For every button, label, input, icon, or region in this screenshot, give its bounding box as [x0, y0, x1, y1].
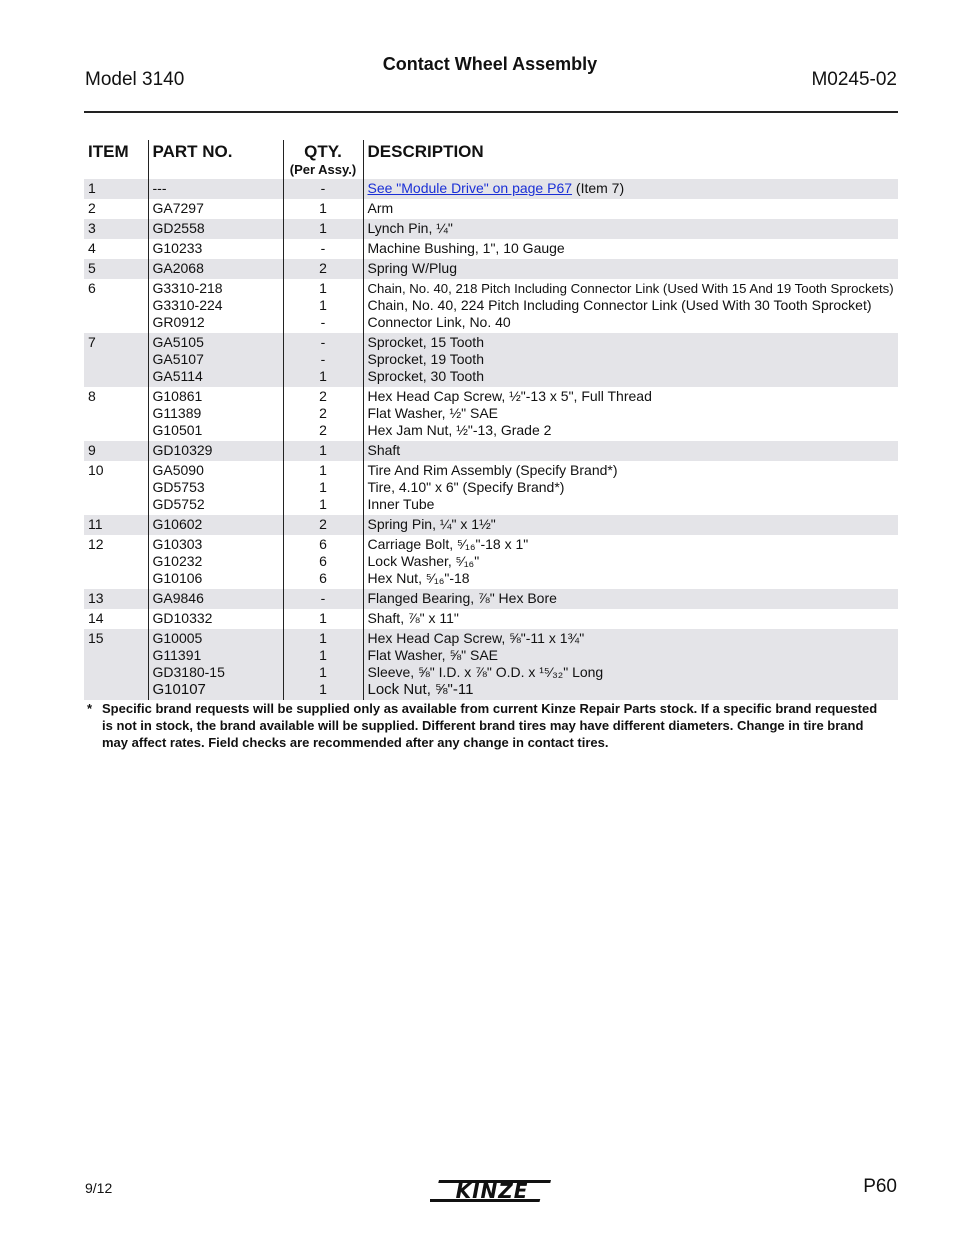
quantity: -	[320, 351, 326, 367]
quantity: 6	[319, 570, 327, 586]
description-line: Flanged Bearing, ⅞" Hex Bore	[367, 590, 557, 606]
footer-page-number: P60	[863, 1176, 897, 1197]
parts-table	[84, 140, 898, 700]
quantity: 1	[319, 610, 327, 626]
quantity: 6	[319, 553, 327, 569]
cell-part-no	[148, 515, 283, 535]
cell-qty	[283, 179, 363, 199]
cell-item: 7	[84, 333, 148, 387]
part-number: GR0912	[152, 314, 205, 330]
part-number: G10233	[152, 240, 203, 256]
cell-description	[363, 259, 898, 279]
description-line: Hex Head Cap Screw, ⅝"-11 x 1¾"	[367, 630, 585, 646]
quantity: 1	[319, 681, 327, 697]
description-line: Flat Washer, ⅝" SAE	[367, 647, 498, 663]
description-line: Lynch Pin, ¼"	[367, 220, 453, 236]
quantity: 1	[319, 220, 327, 236]
cell-item: 14	[88, 610, 104, 626]
quantity: 2	[319, 260, 327, 276]
part-number: G10106	[152, 570, 203, 586]
cell-description	[363, 219, 898, 239]
description-line: Hex Head Cap Screw, ½"-13 x 5", Full Thread	[367, 388, 652, 404]
cell-part-no	[148, 279, 283, 333]
quantity: 6	[319, 536, 327, 552]
part-number: G3310-218	[152, 280, 223, 296]
description-line: Chain, No. 40, 218 Pitch Including Connector Link (Used With 15 And 19 Tooth Sprockets)	[367, 281, 894, 296]
page-title: Contact Wheel Assembly	[382, 54, 598, 74]
footnote	[84, 700, 884, 751]
cell-part-no	[148, 609, 283, 629]
description-line: Machine Bushing, 1", 10 Gauge	[367, 240, 565, 256]
footer-date: 9/12	[85, 1180, 113, 1196]
description-line: Tire, 4.10" x 6" (Specify Brand*)	[367, 479, 565, 495]
cell-part-no	[148, 441, 283, 461]
quantity: 1	[319, 368, 327, 384]
description-line: Shaft, ⅞" x 11"	[367, 610, 459, 626]
cell-part-no	[148, 461, 283, 515]
table-row	[84, 279, 898, 333]
part-number: G3310-224	[152, 297, 223, 313]
cell-item: 6	[88, 280, 96, 296]
cell-qty	[283, 199, 363, 219]
description-line: Inner Tube	[367, 496, 435, 512]
part-number: G10602	[152, 516, 203, 532]
part-number: GD2558	[152, 220, 205, 236]
quantity: 1	[319, 280, 327, 296]
cell-qty	[283, 279, 363, 333]
column-header-item: ITEM	[88, 142, 129, 161]
description-line: Hex Jam Nut, ½"-13, Grade 2	[367, 422, 552, 438]
quantity: 1	[319, 297, 327, 313]
quantity: 1	[319, 442, 327, 458]
quantity: 1	[319, 462, 327, 478]
description-suffix: (Item 7)	[572, 180, 625, 196]
cell-qty	[283, 387, 363, 441]
part-number: GA5107	[152, 351, 204, 367]
column-header-part-no: PART NO.	[148, 140, 283, 179]
part-number: G10303	[152, 536, 203, 552]
part-number: G10861	[152, 388, 203, 404]
cell-item: 9	[84, 441, 148, 461]
cell-part-no	[148, 179, 283, 199]
part-number: G10005	[152, 630, 203, 646]
description-line: Sprocket, 19 Tooth	[367, 351, 484, 367]
column-header-qty-label: QTY.	[304, 142, 342, 161]
cell-part-no	[148, 535, 283, 589]
quantity: -	[320, 180, 326, 196]
quantity: -	[320, 334, 326, 350]
quantity: 1	[319, 630, 327, 646]
cell-qty	[283, 629, 363, 700]
description-line: Lock Nut, ⅝"-11	[367, 681, 474, 698]
part-number: GD10332	[152, 610, 213, 626]
part-number: G10107	[152, 681, 206, 698]
footnote-text: Specific brand requests will be supplied only as available from current Kinze Repair Parts stock. If a specific brand requested is not in stock, the brand available will be supplied. Different brand tires may have different diameters. Change in tire brand may affect rates. Field checks are recommended after any change in contact tires.	[102, 701, 878, 750]
quantity: 1	[319, 647, 327, 663]
cell-description	[363, 515, 898, 535]
cell-part-no	[148, 629, 283, 700]
table-row	[84, 609, 898, 629]
description-line: Sleeve, ⅝" I.D. x ⅞" O.D. x ¹⁵⁄₃₂" Long	[367, 664, 604, 680]
quantity: -	[320, 314, 326, 330]
cell-qty	[283, 515, 363, 535]
cell-description	[363, 333, 898, 387]
table-row	[84, 441, 898, 461]
cell-item: 13	[84, 589, 148, 609]
table-row	[84, 535, 898, 589]
description-line: Connector Link, No. 40	[367, 314, 511, 330]
cell-qty	[283, 461, 363, 515]
cell-qty	[283, 219, 363, 239]
part-number: G11391	[152, 647, 202, 663]
column-header-qty-sub: (Per Assy.)	[289, 162, 357, 177]
part-number: GA5090	[152, 462, 204, 478]
description-line: Spring W/Plug	[367, 260, 457, 276]
module-drive-link[interactable]: See "Module Drive" on page P67	[367, 180, 573, 196]
part-number: G11389	[152, 405, 202, 421]
quantity: 1	[319, 664, 327, 680]
footnote-marker: *	[87, 701, 93, 716]
quantity: -	[320, 240, 326, 256]
cell-part-no	[148, 589, 283, 609]
table-row	[84, 179, 898, 199]
cell-qty	[283, 589, 363, 609]
header-model: Model 3140	[85, 69, 185, 90]
kinze-logo	[430, 1176, 552, 1206]
cell-description	[363, 589, 898, 609]
cell-qty	[283, 535, 363, 589]
cell-item: 15	[84, 629, 148, 700]
quantity: 1	[319, 479, 327, 495]
cell-item: 11	[84, 515, 148, 535]
cell-item: 4	[88, 240, 96, 256]
cell-item: 1	[84, 179, 148, 199]
part-number: GD10329	[152, 442, 213, 458]
cell-item: 5	[84, 259, 148, 279]
cell-part-no	[148, 333, 283, 387]
part-number: GA5114	[152, 368, 203, 384]
table-row	[84, 239, 898, 259]
table-row	[84, 199, 898, 219]
part-number: G10501	[152, 422, 203, 438]
cell-part-no	[148, 199, 283, 219]
cell-qty	[283, 259, 363, 279]
quantity: 1	[319, 496, 327, 512]
quantity: -	[320, 590, 326, 606]
table-row	[84, 515, 898, 535]
cell-item: 2	[88, 200, 96, 216]
header-rule	[84, 111, 898, 113]
header-doc-number: M0245-02	[811, 69, 897, 90]
cell-part-no	[148, 387, 283, 441]
cell-qty	[283, 441, 363, 461]
cell-item: 10	[88, 462, 104, 478]
part-number: G10232	[152, 553, 203, 569]
cell-description	[363, 609, 898, 629]
quantity: 1	[319, 200, 327, 216]
description-line: Carriage Bolt, ⁵⁄₁₆"-18 x 1"	[367, 536, 529, 552]
cell-part-no	[148, 259, 283, 279]
table-row	[84, 387, 898, 441]
table-header-row	[84, 140, 898, 179]
part-number: GA9846	[152, 590, 204, 606]
cell-item: 3	[84, 219, 148, 239]
description-line: Chain, No. 40, 224 Pitch Including Connector Link (Used With 30 Tooth Sprocket)	[367, 297, 872, 313]
cell-description	[363, 279, 898, 333]
quantity: 2	[319, 388, 327, 404]
cell-item: 12	[88, 536, 104, 552]
cell-item: 8	[88, 388, 96, 404]
description-line: Flat Washer, ½" SAE	[367, 405, 498, 421]
part-number: GA7297	[152, 200, 204, 216]
kinze-logo-text: KINZE	[455, 1179, 529, 1203]
cell-part-no	[148, 219, 283, 239]
cell-part-no	[148, 239, 283, 259]
part-number: GD5752	[152, 496, 205, 512]
column-header-qty	[283, 140, 363, 179]
table-row	[84, 219, 898, 239]
cell-description	[363, 179, 898, 199]
part-number: GA2068	[152, 260, 204, 276]
description-line: Lock Washer, ⁵⁄₁₆"	[367, 553, 480, 569]
cell-qty	[283, 609, 363, 629]
description-line: Tire And Rim Assembly (Specify Brand*)	[367, 462, 618, 478]
cell-description	[363, 441, 898, 461]
part-number: ---	[152, 180, 167, 196]
quantity: 2	[319, 422, 327, 438]
cell-description	[363, 461, 898, 515]
cell-description	[363, 535, 898, 589]
part-number: GD3180-15	[152, 664, 225, 680]
table-row	[84, 259, 898, 279]
table-row	[84, 589, 898, 609]
description-line: Arm	[367, 200, 394, 216]
cell-description	[363, 387, 898, 441]
cell-description	[363, 629, 898, 700]
column-header-description: DESCRIPTION	[363, 140, 898, 179]
description-line: Hex Nut, ⁵⁄₁₆"-18	[367, 570, 470, 586]
description-line	[368, 180, 895, 197]
description-line: Sprocket, 15 Tooth	[367, 334, 484, 350]
cell-description	[363, 239, 898, 259]
cell-qty	[283, 239, 363, 259]
quantity: 2	[319, 405, 327, 421]
description-line: Sprocket, 30 Tooth	[367, 368, 484, 384]
table-row	[84, 461, 898, 515]
table-row	[84, 629, 898, 700]
description-line: Shaft	[367, 442, 401, 458]
parts-table-body	[84, 179, 898, 700]
description-line: Spring Pin, ¼" x 1½"	[367, 516, 496, 532]
cell-description	[363, 199, 898, 219]
part-number: GD5753	[152, 479, 205, 495]
quantity: 2	[319, 516, 327, 532]
part-number: GA5105	[152, 334, 204, 350]
table-row	[84, 333, 898, 387]
cell-qty	[283, 333, 363, 387]
